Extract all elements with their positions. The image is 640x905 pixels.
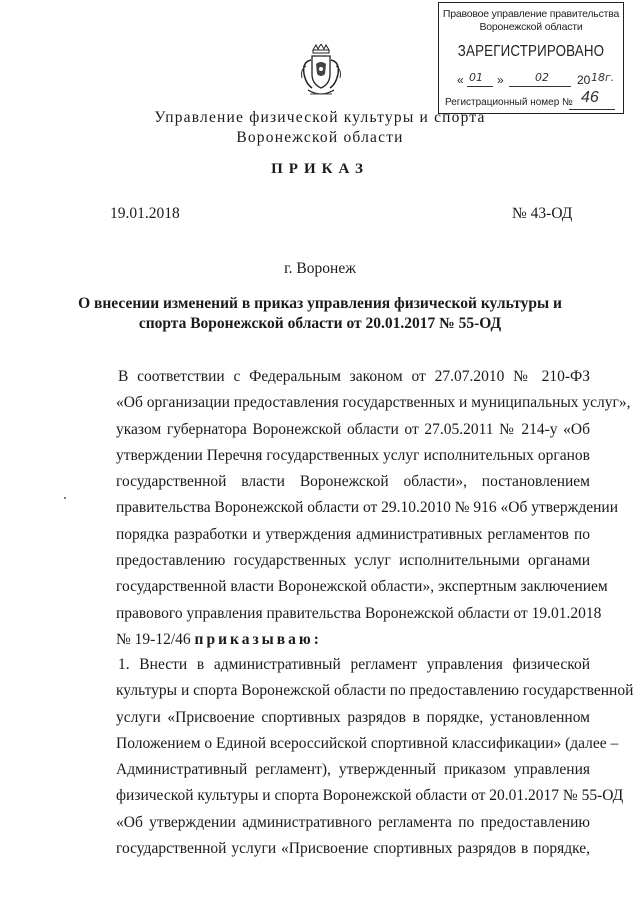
order-word: приказываю: [194,630,322,648]
item-1-line: Административный регламент), утвержденный приказом управления [116,761,590,779]
stamp-reg-number-label: Регистрационный номер № [445,97,573,108]
stamp-registered-label: ЗАРЕГИСТРИРОВАНО [457,43,605,60]
item-1-line: 1. Внести в административный регламент управления физической [118,656,590,673]
item-1-line: физической культуры и спорта Воронежской области от 20.01.2017 № 55-ОД [116,787,624,805]
stamp-date-open-quote: « [457,73,464,87]
margin-dot [64,497,66,499]
subject-line1: О внесении изменений в приказ управления физической культуры и [78,295,562,312]
subject-line2: спорта Воронежской области от 20.01.2017 № 55-ОД [138,315,502,332]
preamble-line: правительства Воронежской области от 29.10.2010 № 916 «Об утверждении [116,499,618,517]
stamp-reg-number-row [445,89,599,108]
stamp-reg-number: 46 [581,89,599,106]
preamble-line: утверждении Перечня государственных услуг исполнительных органов [116,446,590,464]
order-date: 19.01.2018 [110,205,180,222]
stamp-date-month: 02 [535,71,549,84]
stamp-date [439,73,623,89]
preamble-line: правового управления правительства Воронежской области от 19.01.2018 [116,604,602,622]
preamble-line: порядка разработки и утверждения административных регламентов по [116,525,590,543]
preamble-line: указом губернатора Воронежской области от 27.05.2011 № 214-у «Об [116,420,590,438]
preamble-paragraph [116,364,631,653]
document-title: ПРИКАЗ [271,161,369,177]
stamp-date-close-quote: » [497,73,504,87]
order-line [116,627,590,653]
item-1-line: Положением о Единой всероссийской спортивной классификации» (далее – [116,734,619,752]
item-1-line: культуры и спорта Воронежской области по предоставлению государственной [116,682,634,700]
preamble-line: «Об организации предоставления государственных и муниципальных услуг», [116,394,631,412]
authority-line2: Воронежской области [236,129,404,146]
registration-stamp [438,2,624,114]
item-1-line: услуги «Присвоение спортивных разрядов в порядке, установленном [116,708,590,726]
coat-of-arms-icon [298,44,344,100]
preamble-line: В соответствии с Федеральным законом от 27.07.2010 № 210-ФЗ [118,368,590,385]
item-1-paragraph [116,652,634,862]
stamp-org-line2: Воронежской области [479,21,583,33]
item-1-line: государственной услуги «Присвоение спортивных разрядов в порядке, [116,840,590,858]
city: г. Воронеж [284,260,356,277]
stamp-date-year-suffix: 18г. [591,71,615,84]
stamp-date-year-prefix: 20 [577,73,591,87]
stamp-org-line1: Правовое управление правительства [442,8,620,20]
order-number: № 43-ОД [512,205,573,222]
preamble-line: предоставлению государственных услуг исполнительными органами [116,552,590,570]
stamp-date-day: 01 [469,71,483,84]
preamble-line: государственной власти Воронежской области», постановлением [116,473,590,491]
preamble-line: государственной власти Воронежской области», экспертным заключением [116,578,608,596]
authority-line1: Управление физической культуры и спорта [154,109,486,126]
item-1-line: «Об утверждении административного регламента по предоставлению [116,813,590,831]
regulation-number: № 19-12/46 [116,630,195,648]
